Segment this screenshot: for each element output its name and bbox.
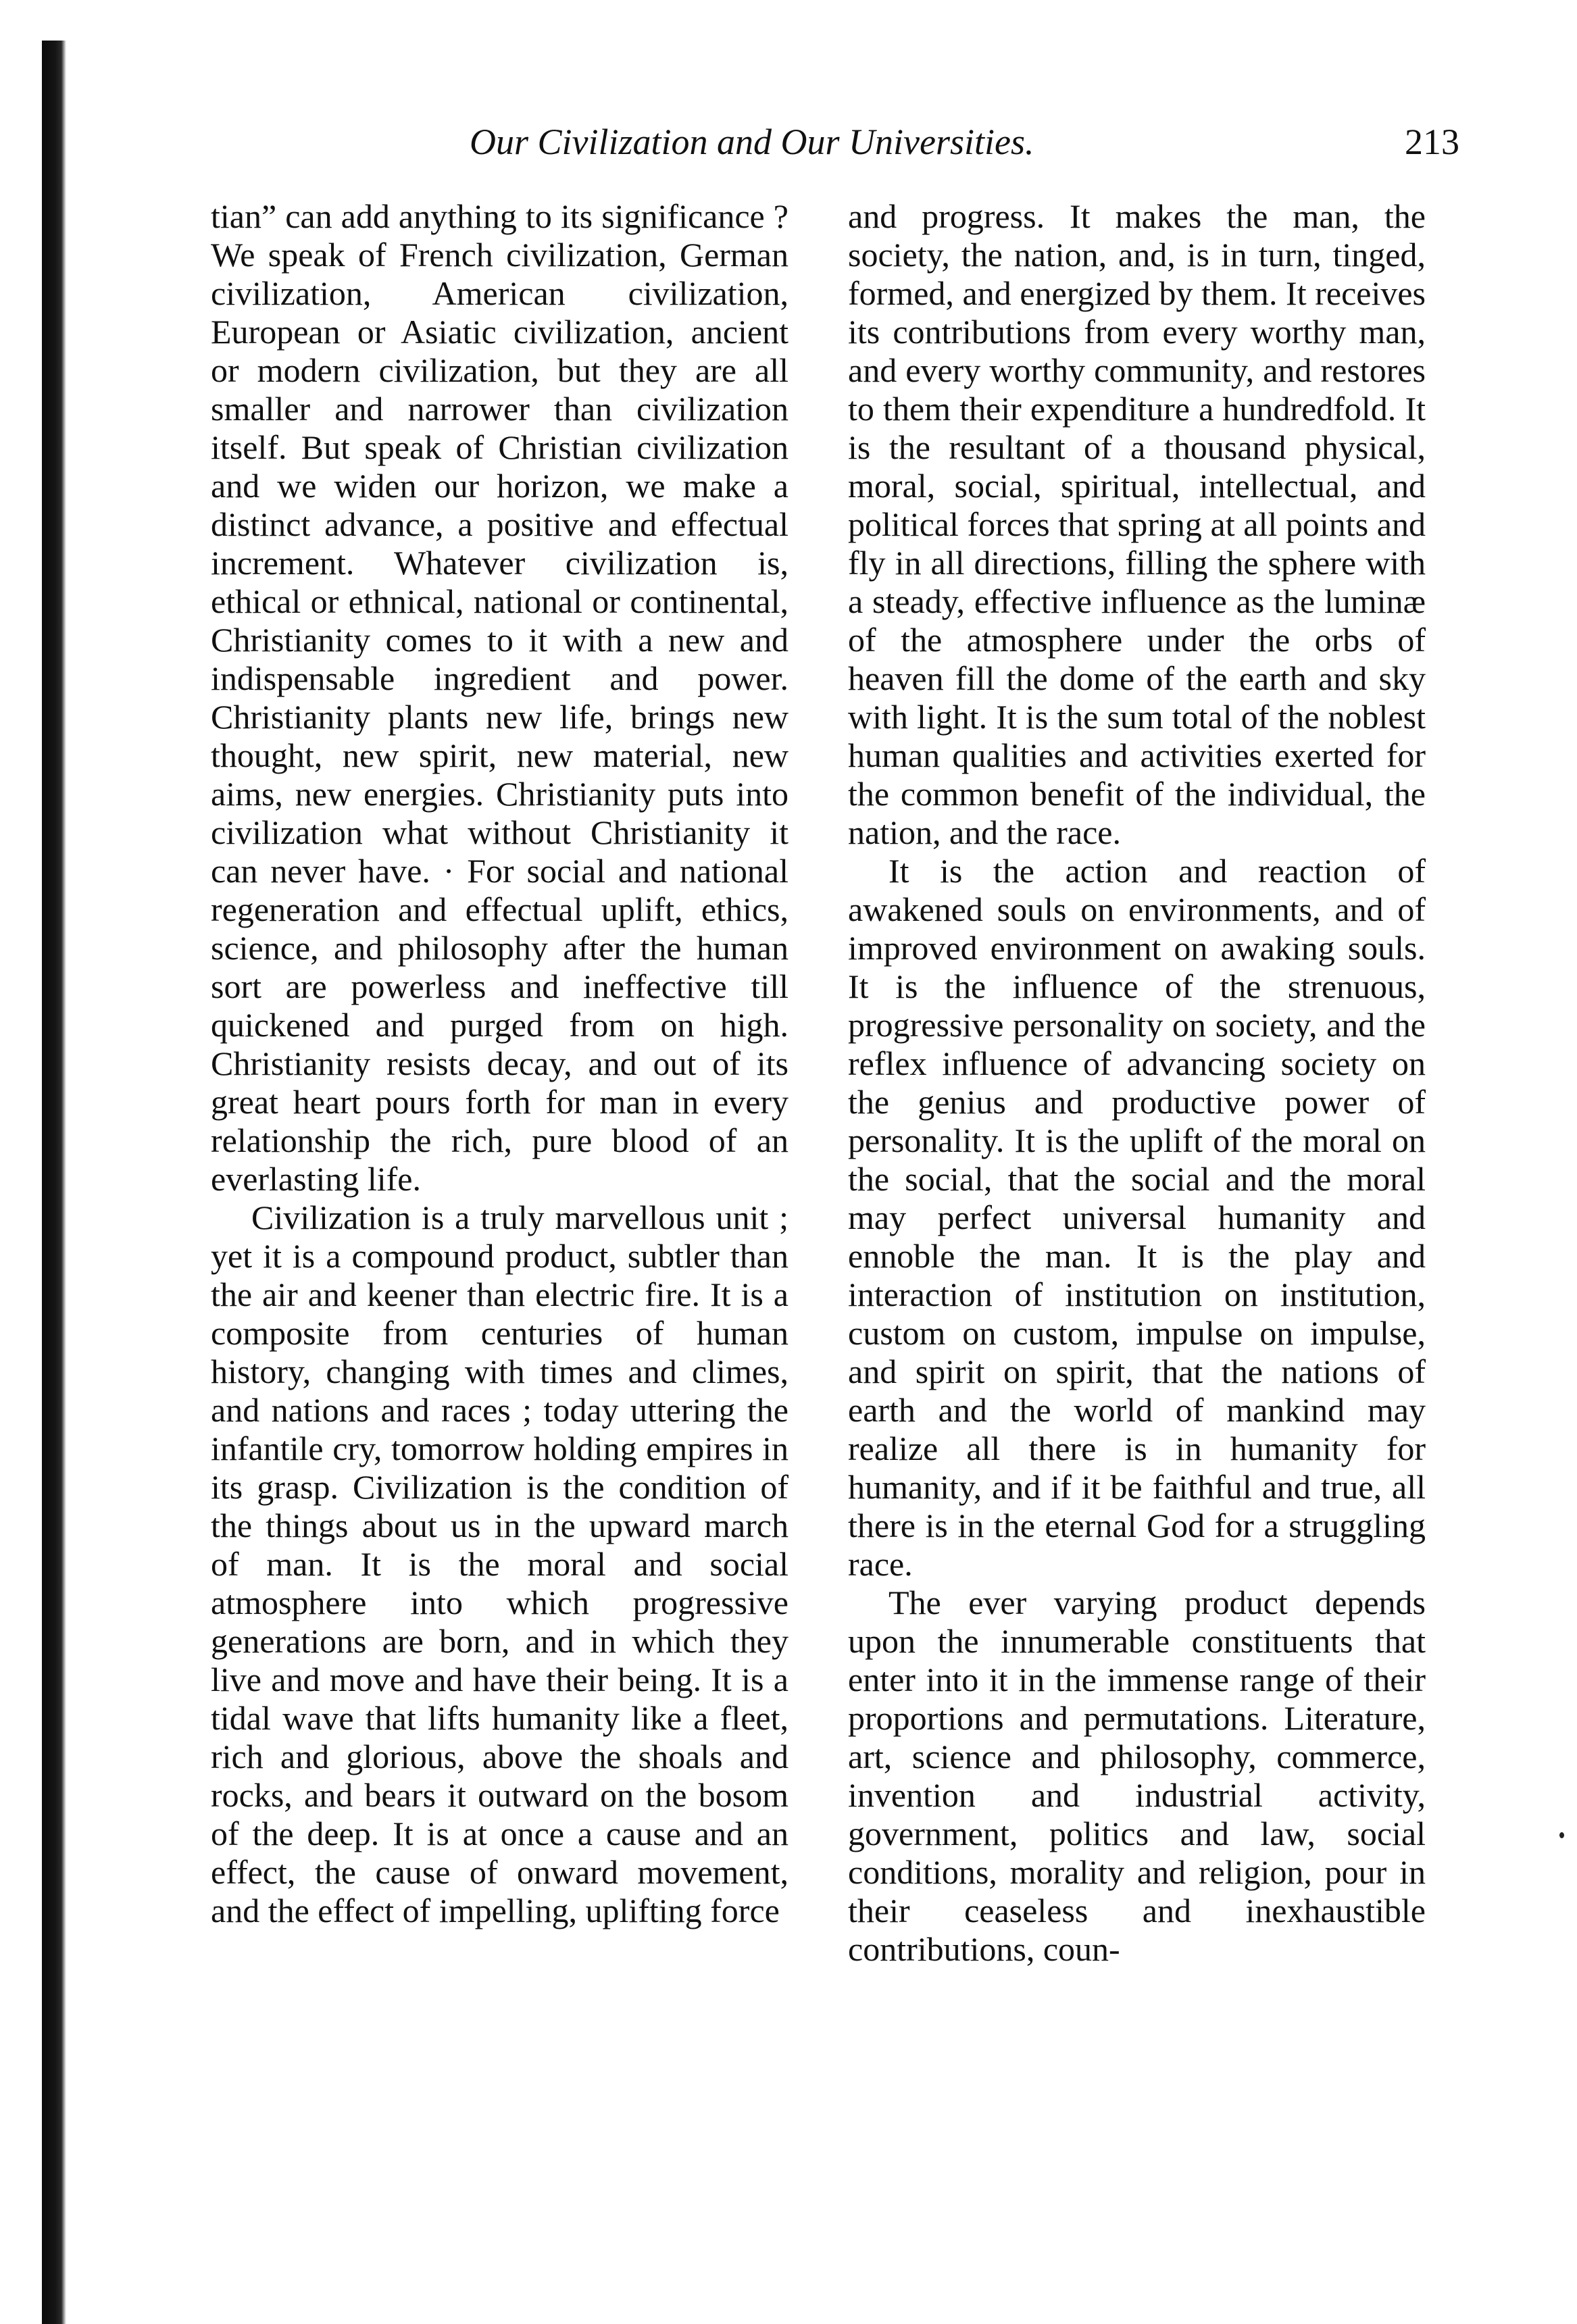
print-speck bbox=[1559, 1832, 1564, 1838]
paragraph: and progress. It makes the man, the society, the nation, and, is in turn, tinged, formed, and energized by them. It receives its contributions from every worthy man, and every worthy community, and restores to them their expenditure a hundredfold. It is the resultant of a thousand physical, moral, social, spiritual, intellectual, and political forces that spring at all points and fly in all directions, filling the sphere with a steady, effective influence as the luminæ of the atmosphere under the orbs of heaven fill the dome of the earth and sky with light. It is the sum total of the noblest human qualities and activities exerted for the common benefit of the individual, the nation, and the race. bbox=[848, 197, 1426, 851]
left-column bbox=[211, 197, 788, 1930]
paragraph: Civilization is a truly marvellous unit ; yet it is a compound product, subtler than the air and keener than electric fire. It is a composite from centuries of human history, changing with times and climes, and nations and races ; today uttering the infantile cry, tomorrow holding empires in its grasp. Civilization is the condition of the things about us in the upward march of man. It is the moral and social atmosphere into which progressive generations are born, and in which they live and move and have their being. It is a tidal wave that lifts humanity like a fleet, rich and glorious, above the shoals and rocks, and bears it outward on the bosom of the deep. It is at once a cause and an effect, the cause of onward movement, and the effect of impelling, uplifting force bbox=[211, 1198, 788, 1929]
paragraph: It is the action and reaction of awakened souls on environments, and of improved environment on awaking souls. It is the influence of the strenuous, progressive personality on society, and the reflex influence of advancing society on the genius and productive power of personality. It is the uplift of the moral on the social, that the social and the moral may perfect universal humanity and ennoble the man. It is the play and interaction of institution on institution, custom on custom, impulse on impulse, and spirit on spirit, that the nations of earth and the world of mankind may realize all there is in humanity for humanity, and if it be faithful and true, all there is in the eternal God for a struggling race. bbox=[848, 852, 1426, 1583]
page-binding-shadow bbox=[42, 41, 66, 2324]
page-number: 213 bbox=[1405, 122, 1459, 162]
paragraph: tian” can add anything to its significance ? We speak of French civilization, German civilization, American civilization, European or Asiatic civilization, ancient or modern civilization, but they are all smaller and narrower than civilization itself. But speak of Christian civilization and we widen our horizon, we make a distinct advance, a positive and effectual increment. Whatever civilization is, ethical or ethnical, national or continental, Christianity comes to it with a new and indispensable ingredient and power. Christianity plants new life, brings new thought, new spirit, new material, new aims, new energies. Christianity puts into civilization what without Christianity it can never have. · For social and national regeneration and effectual uplift, ethics, science, and philosophy after the human sort are powerless and ineffective till quickened and purged from on high. Christianity resists decay, and out of its great heart pours forth for man in every relationship the rich, pure blood of an everlasting life. bbox=[211, 197, 788, 1198]
right-column bbox=[848, 197, 1426, 1969]
paragraph: The ever varying product depends upon the innumerable constituents that enter into it in the immense range of their proportions and permutations. Literature, art, science and philosophy, commerce, invention and industrial activity, government, politics and law, social conditions, morality and religion, pour in their ceaseless and inexhaustible contributions, coun- bbox=[848, 1584, 1426, 1968]
running-head bbox=[203, 115, 1459, 169]
running-title: Our Civilization and Our Universities. bbox=[470, 122, 1034, 162]
